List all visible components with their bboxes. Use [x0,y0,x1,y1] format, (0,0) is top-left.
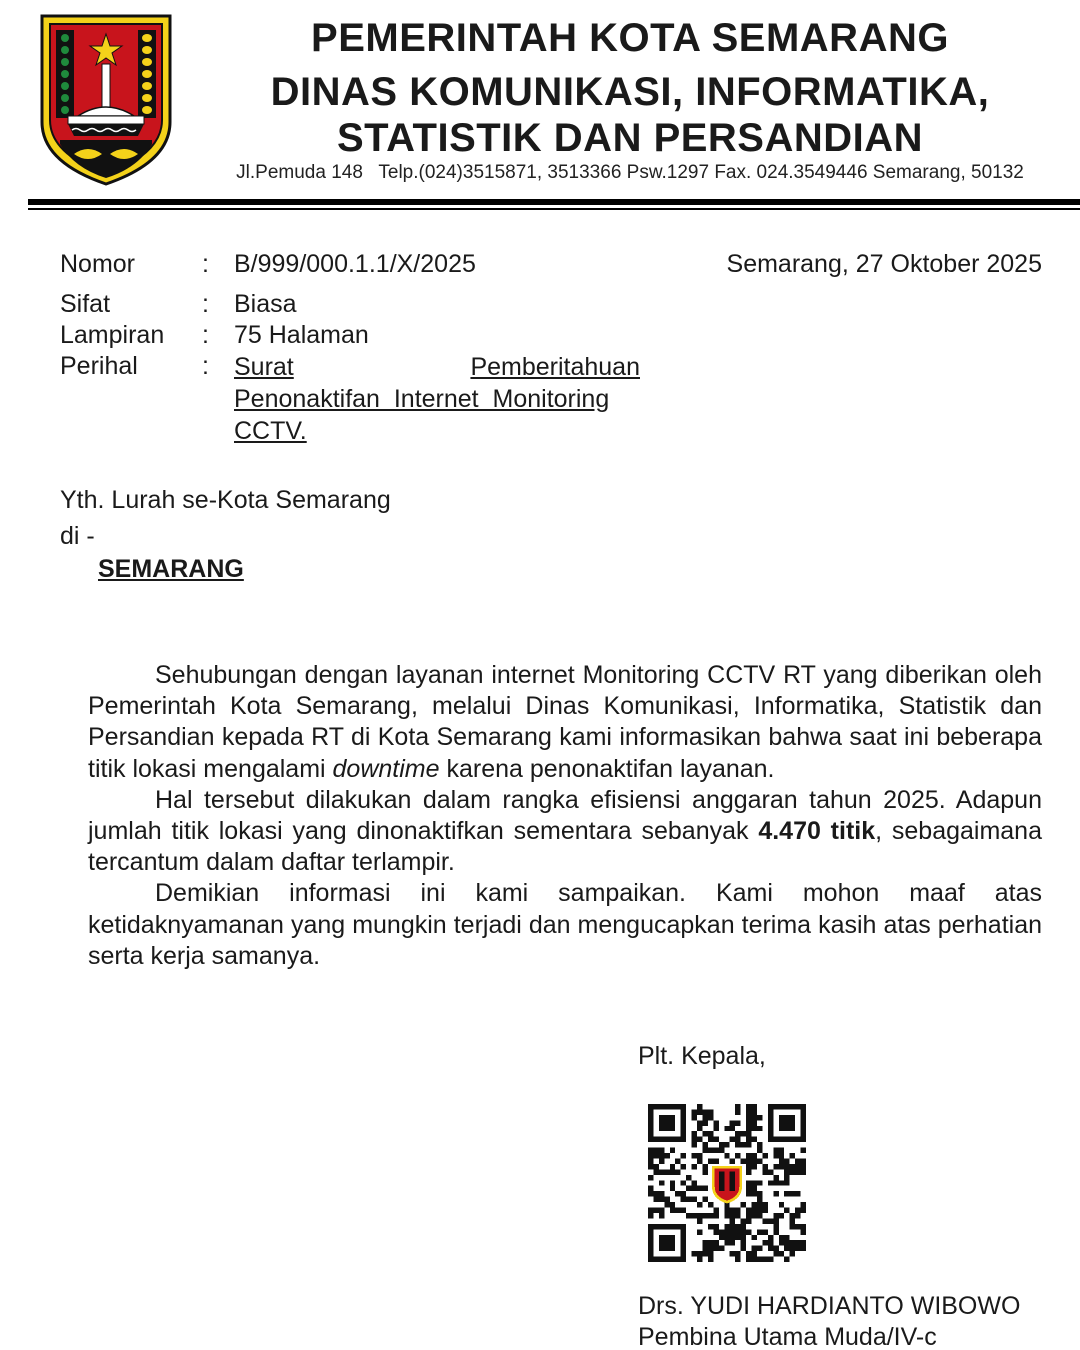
body-paragraph-1 [88,660,1042,785]
body-p2-text-a: Hal tersebut dilakukan dalam rangka efisiensi anggaran tahun 2025. Adapun jumlah titik lokasi yang dinonaktifkan sementara sebanyak [88,785,1042,846]
body-p2-strong: 4.470 titik [758,817,876,846]
recipient-city: SEMARANG [98,555,244,583]
nomor-value: B/999/000.1.1/X/2025 [234,250,476,278]
perihal-line-2: Penonaktifan Internet Monitoring [234,385,610,413]
perihal-line-3: CCTV. [234,417,307,445]
qr-code-signature [648,1104,806,1262]
signatory-name: Drs. YUDI HARDIANTO WIBOWO [638,1292,1021,1320]
recipient-line-1: Yth. Lurah se-Kota Semarang [60,486,391,514]
body-p1-text-b: karena penonaktifan layanan. [439,754,775,783]
lampiran-value: 75 Halaman [234,321,369,349]
city-coat-of-arms-logo [38,12,174,188]
body-p2-text-b: , sebagaimana tercantum dalam daftar terlampir. [88,817,1042,877]
letterhead-divider-thin [28,208,1080,210]
body-p1-emphasis: downtime [332,754,440,783]
agency-name-line-2: DINAS KOMUNIKASI, INFORMATIKA, [270,70,990,114]
perihal-label: Perihal [60,352,138,380]
body-p1-text-a: Sehubungan dengan layanan internet Monitoring CCTV RT yang diberikan oleh Pemerintah Kota Semarang, melalui Dinas Komunikasi, Informatika, Statistik dan Persandian kepada RT di Kota Semarang kami informasikan bahwa saat ini beberapa titik lokasi mengalami [88,661,1042,783]
signatory-rank: Pembina Utama Muda/IV-c [638,1323,937,1350]
perihal-value [234,351,640,447]
lampiran-colon: : [202,321,209,349]
recipient-block [60,482,391,554]
sifat-colon: : [202,290,209,318]
lampiran-label: Lampiran [60,321,165,349]
perihal-line-1 [234,351,640,383]
perihal-word-2: Pemberitahuan [470,353,640,381]
sifat-value: Biasa [234,290,297,318]
sifat-label: Sifat [60,290,111,318]
recipient-line-2: di - [60,522,95,550]
body-paragraph-2 [88,785,1042,879]
nomor-colon: : [202,250,209,278]
signature-title: Plt. Kepala, [638,1042,766,1070]
agency-address: Jl.Pemuda 148 Telp.(024)3515871, 3513366 Psw.1297 Fax. 024.3549446 Semarang, 50132 [236,162,1024,183]
agency-name-line-1: PEMERINTAH KOTA SEMARANG [311,16,949,60]
letterhead-divider [28,199,1080,205]
perihal-word-1: Surat [234,353,294,381]
letter-body [88,660,1042,972]
nomor-label: Nomor [60,250,136,278]
agency-name-line-3: STATISTIK DAN PERSANDIAN [336,116,924,160]
letter-date: Semarang, 27 Oktober 2025 [726,250,1042,278]
body-paragraph-3: Demikian informasi ini kami sampaikan. Kami mohon maaf atas ketidaknyamanan yang mungkin terjadi dan mengucapkan terima kasih atas perhatian serta kerja samanya. [88,879,1042,970]
perihal-colon: : [202,352,209,380]
